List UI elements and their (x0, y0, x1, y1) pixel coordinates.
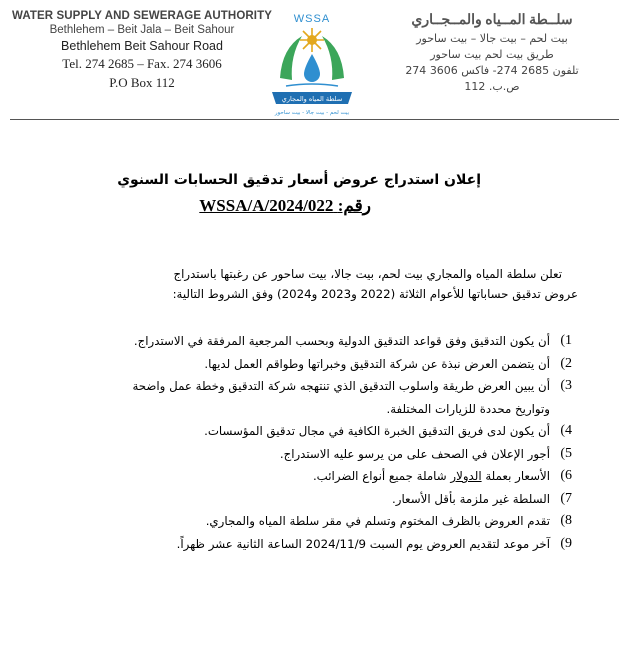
condition-item (22, 420, 572, 443)
org-name-ar: سلــطة المــياه والمــجــاري (411, 13, 573, 28)
phone-fax-en: Tel. 274 2685 – Fax. 274 3606 (62, 56, 222, 71)
condition-item (22, 353, 572, 376)
wssa-logo-graphic (262, 8, 362, 118)
announcement-title: إعلان استدراج عروض أسعار تدقيق الحسابات السنوي (117, 172, 481, 188)
condition-item (22, 533, 572, 556)
condition-text: آخر موعد لتقديم العروض يوم السبت 2024/11/9 الساعة الثانية عشر ظهراً. (176, 536, 550, 551)
water-drop-icon (304, 54, 320, 82)
condition-number: 9) (560, 535, 572, 551)
condition-number: 4) (560, 423, 572, 438)
header-english (12, 10, 272, 91)
condition-text: أجور الإعلان في الصحف على من يرسو عليه الاستدراج. (279, 446, 550, 461)
condition-text-post: شاملة جميع أنواع الضرائب. (312, 469, 451, 483)
condition-number: 8) (560, 513, 572, 528)
condition-text: تقدم العروض بالظرف المختوم وتسلم في مقر سلطة المياه والمجاري. (205, 514, 550, 528)
reference-number (199, 196, 371, 216)
condition-item (22, 465, 572, 488)
intro-line-1: تعلن سلطة المياه والمجاري بيت لحم، بيت جالا، بيت ساحور عن رغبتها باستدراج (173, 267, 562, 281)
cities-en: Bethlehem – Beit Jala – Beit Sahour (49, 24, 235, 36)
condition-number: 6) (560, 468, 572, 483)
condition-item (22, 443, 572, 466)
condition-item (22, 510, 572, 533)
logo-sub-text: بيت لحم - بيت جالا - بيت ساحور (274, 110, 350, 116)
conditions-list (22, 330, 572, 555)
header-arabic (367, 12, 617, 93)
condition-number: 2) (560, 355, 572, 371)
condition-number: 5) (560, 445, 572, 461)
condition-text-pre: الأسعار بعملة (481, 469, 550, 483)
pobox-ar: ص.ب. 112 (464, 80, 520, 93)
condition-text: أن يتضمن العرض نبذة عن شركة التدقيق وخبراتها وطواقم العمل لديها. (204, 356, 550, 371)
pobox-en: P.O Box 112 (109, 75, 175, 90)
phone-fax-ar: تلفون 2685 274- فاكس 3606 274 (405, 64, 579, 77)
road-ar: طريق بيت لحم بيت ساحور (430, 48, 554, 61)
header-divider (10, 119, 619, 120)
announcement-intro (60, 264, 578, 304)
condition-text: أن يبين العرض طريقة واسلوب التدقيق الذي تنتهجه شركة التدقيق وخطة عمل واضحة (132, 379, 550, 393)
reference-prefix: رقم: (337, 196, 371, 215)
condition-text: السلطة غير ملزمة بأقل الأسعار. (392, 491, 550, 506)
condition-continuation (22, 398, 572, 421)
condition-number: 3) (560, 378, 572, 393)
cities-ar: بيت لحم – بيت جالا – بيت ساحور (416, 32, 568, 45)
condition-text: أن يكون لدى فريق التدقيق الخبرة الكافية في مجال تدقيق المؤسسات. (204, 424, 550, 438)
road-en: Bethlehem Beit Sahour Road (61, 39, 223, 53)
condition-item (22, 488, 572, 511)
wssa-logo (262, 8, 362, 118)
condition-item (22, 330, 572, 353)
condition-text: أن يكون التدقيق وفق قواعد التدقيق الدولية وبحسب المرجعية المرفقة في الاستدراج. (133, 334, 550, 348)
sun-icon (300, 28, 324, 52)
right-leaf-icon (322, 36, 344, 80)
condition-number: 7) (560, 490, 572, 506)
currency-underlined: الدولار (450, 469, 482, 483)
condition-text: وتواريخ محددة للزيارات المختلفة. (386, 401, 550, 416)
logo-acronym: WSSA (293, 13, 331, 25)
condition-item (22, 375, 572, 398)
left-leaf-icon (280, 36, 302, 80)
condition-number: 1) (560, 333, 572, 348)
org-name-en: WATER SUPPLY AND SEWERAGE AUTHORITY (12, 10, 272, 22)
reference-code: WSSA/A/2024/022 (199, 196, 334, 215)
intro-line-2: عروض تدقيق حساباتها للأعوام الثلاثة (2022 و2023 و2024) وفق الشروط التالية: (172, 287, 578, 301)
logo-ribbon-text: سلطة المياه والمجاري (281, 95, 343, 103)
